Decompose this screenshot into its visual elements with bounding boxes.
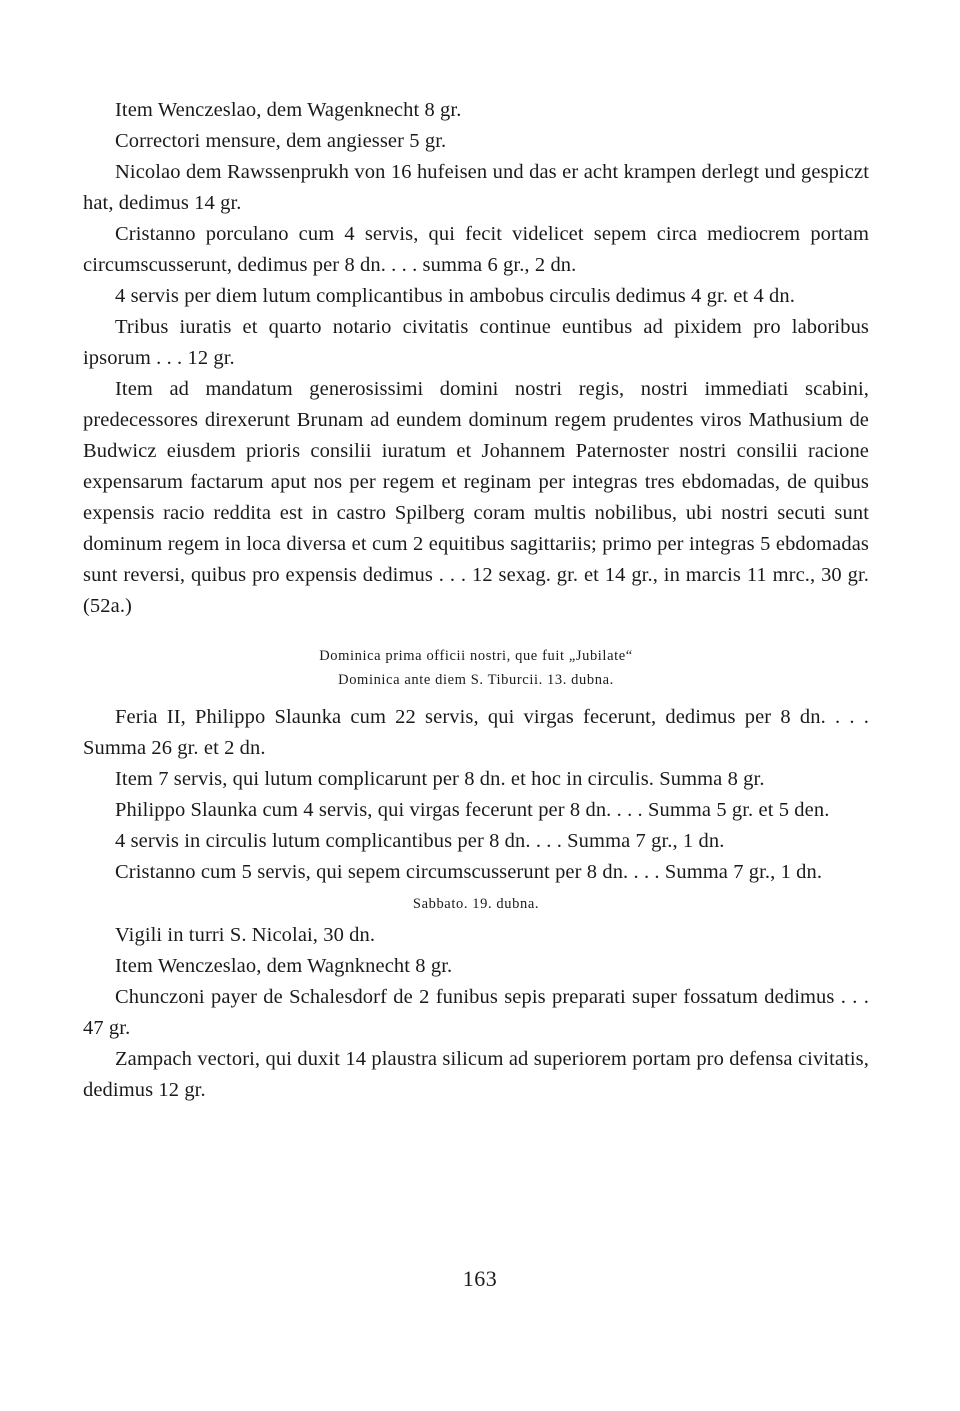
document-page bbox=[83, 95, 869, 1106]
entry-feria-ii: Feria II, Philippo Slaunka cum 22 servis, qui virgas fecerunt, dedimus per 8 dn. . . . Summa 26 gr. et 2 dn. bbox=[83, 706, 869, 759]
entry-tribus-iuratis: Tribus iuratis et quarto notario civitatis continue euntibus ad pixidem pro laboribus ipsorum . . . 12 gr. bbox=[83, 316, 869, 369]
heading-sabbato: Sabbato. 19. dubna. bbox=[412, 896, 540, 912]
page-number: 163 bbox=[462, 1266, 498, 1291]
section-heading-jubilate bbox=[83, 644, 869, 692]
entry-wenczeslao-wagnknecht: Item Wenczeslao, dem Wagnknecht 8 gr. bbox=[115, 955, 453, 977]
entry-zampach: Zampach vectori, qui duxit 14 plaustra silicum ad superiorem portam pro defensa civitatis, dedimus 12 gr. bbox=[83, 1048, 869, 1101]
section-sabbato-entries bbox=[83, 920, 869, 1106]
entry-correctori: Correctori mensure, dem angiesser 5 gr. bbox=[115, 130, 447, 152]
entry-vigili: Vigili in turri S. Nicolai, 30 dn. bbox=[115, 924, 376, 946]
heading-dominica-prima: Dominica prima officii nostri, que fuit „Jubilate“ bbox=[319, 648, 633, 664]
entry-4-servis: 4 servis per diem lutum complicantibus in ambobus circulis dedimus 4 gr. et 4 dn. bbox=[115, 285, 795, 307]
section-heading-sabbato bbox=[83, 892, 869, 916]
section-opening-entries bbox=[83, 95, 869, 622]
entry-item-ad-mandatum: Item ad mandatum generosissimi domini nostri regis, nostri immediati scabini, predecessores direxerunt Brunam ad eundem dominum regem prudentes viros Mathusium de Budwicz eiusdem prioris consilii iuratum et Johannem Paternoster nostri consilii racione expensarum factarum aput nos per regem et reginam per integras tres ebdomadas, de quibus expensis racio reddita est in castro Spilberg coram multis nobilibus, ubi nostri secuti sunt dominum regem in loca diversa et cum 2 equitibus sagittariis; primo per integras 5 ebdomadas sunt reversi, quibus pro expensis dedimus . . . 12 sexag. gr. et 14 gr., in marcis 11 mrc., 30 gr. (52a.) bbox=[83, 378, 869, 617]
entry-nicolao: Nicolao dem Rawssenprukh von 16 hufeisen und das er acht krampen derlegt und gespiczt hat, dedimus 14 gr. bbox=[83, 161, 869, 214]
heading-dominica-ante-diem: Dominica ante diem S. Tiburcii. 13. dubna. bbox=[338, 672, 614, 688]
entry-cristanno-5-servis: Cristanno cum 5 servis, qui sepem circumscusserunt per 8 dn. . . . Summa 7 gr., 1 dn. bbox=[115, 861, 823, 883]
entry-wenczeslao: Item Wenczeslao, dem Wagenknecht 8 gr. bbox=[115, 99, 462, 121]
entry-cristanno-porculano: Cristanno porculano cum 4 servis, qui fecit videlicet sepem circa mediocrem portam circumscusserunt, dedimus per 8 dn. . . . summa 6 gr., 2 dn. bbox=[83, 223, 869, 276]
entry-4-servis-circulis: 4 servis in circulis lutum complicantibus per 8 dn. . . . Summa 7 gr., 1 dn. bbox=[115, 830, 725, 852]
section-jubilate-entries bbox=[83, 702, 869, 888]
entry-philippo-slaunka: Philippo Slaunka cum 4 servis, qui virgas fecerunt per 8 dn. . . . Summa 5 gr. et 5 den. bbox=[115, 799, 830, 821]
entry-chunczoni: Chunczoni payer de Schalesdorf de 2 funibus sepis preparati super fossatum dedimus . . . 47 gr. bbox=[83, 986, 869, 1039]
entry-item-7-servis: Item 7 servis, qui lutum complicarunt per 8 dn. et hoc in circulis. Summa 8 gr. bbox=[115, 768, 765, 790]
